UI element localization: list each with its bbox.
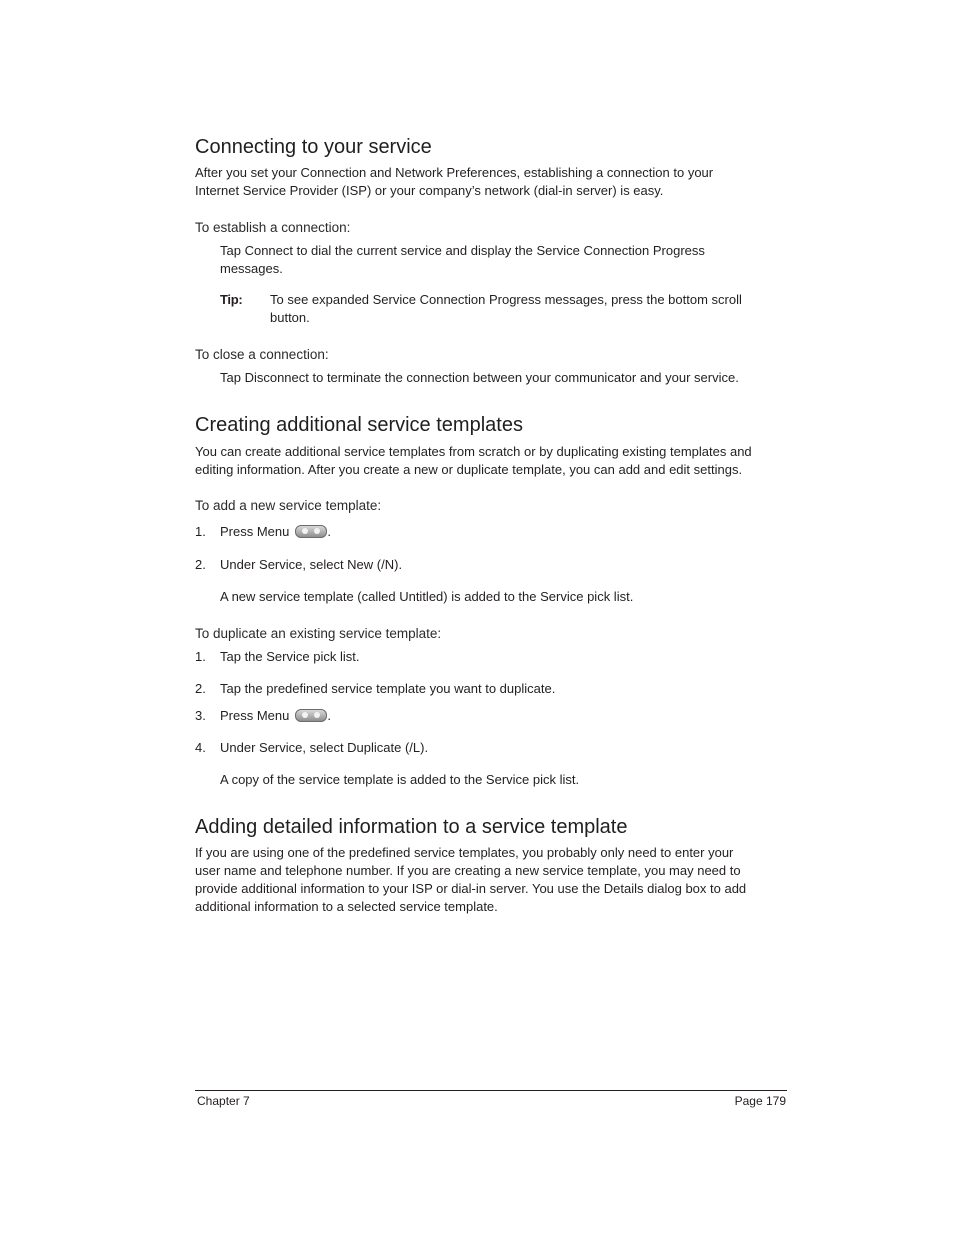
step-text: Under Service, select Duplicate (/L). — [220, 740, 429, 755]
step-number: 1. — [195, 524, 206, 539]
procedure-title-add: To add a new service template: — [195, 498, 382, 513]
section-heading-adding: Adding detailed information to a service template — [195, 816, 628, 838]
procedure-title-duplicate: To duplicate an existing service template: — [195, 626, 442, 641]
procedure-title-close: To close a connection: — [195, 347, 329, 362]
creating-intro-line-1: You can create additional service templates from scratch or by duplicating existing templates and — [195, 444, 752, 459]
step-suffix: . — [327, 524, 331, 539]
section-heading-creating: Creating additional service templates — [195, 414, 523, 436]
step-text: Tap the predefined service template you want to duplicate. — [220, 681, 556, 696]
add-result-text: A new service template (called Untitled) is added to the Service pick list. — [220, 589, 634, 604]
adding-intro-line-2: user name and telephone number. If you are creating a new service template, you may need to — [195, 863, 741, 878]
section-heading-connecting: Connecting to your service — [195, 136, 432, 158]
step-number: 3. — [195, 708, 206, 723]
adding-intro-line-1: If you are using one of the predefined service templates, you probably only need to enter your — [195, 845, 734, 860]
footer-page-number: Page 179 — [734, 1094, 786, 1108]
step-number: 2. — [195, 681, 206, 696]
step-number: 4. — [195, 740, 206, 755]
step-number: 1. — [195, 649, 206, 664]
footer-rule — [195, 1090, 787, 1091]
duplicate-result-text: A copy of the service template is added to the Service pick list. — [220, 772, 580, 787]
tip-text-line-1: To see expanded Service Connection Progress messages, press the bottom scroll — [270, 292, 742, 307]
menu-key-icon — [295, 525, 327, 538]
footer-chapter: Chapter 7 — [197, 1094, 250, 1108]
step-text: Under Service, select New (/N). — [220, 557, 403, 572]
tip-label: Tip: — [220, 292, 243, 307]
connecting-intro-line-2: Internet Service Provider (ISP) or your company’s network (dial-in server) is easy. — [195, 183, 664, 198]
step-label: Press Menu — [220, 708, 290, 723]
tip-text-line-2: button. — [270, 310, 310, 325]
step-text — [220, 523, 331, 541]
creating-intro-line-2: editing information. After you create a new or duplicate template, you can add and edit settings. — [195, 462, 743, 477]
adding-intro-line-3: provide additional information to your ISP or dial-in server. You use the Details dialog box to add — [195, 881, 747, 896]
establish-body-line-1: Tap Connect to dial the current service and display the Service Connection Progress — [220, 243, 705, 258]
adding-intro-line-4: additional information to a selected service template. — [195, 899, 498, 914]
step-text — [220, 707, 331, 725]
close-body-line-1: Tap Disconnect to terminate the connection between your communicator and your service. — [220, 370, 739, 385]
procedure-title-establish: To establish a connection: — [195, 220, 351, 235]
establish-body-line-2: messages. — [220, 261, 283, 276]
step-label: Press Menu — [220, 524, 290, 539]
step-text: Tap the Service pick list. — [220, 649, 360, 664]
menu-key-icon — [295, 709, 327, 722]
step-number: 2. — [195, 557, 206, 572]
connecting-intro-line-1: After you set your Connection and Network Preferences, establishing a connection to your — [195, 165, 714, 180]
step-suffix: . — [327, 708, 331, 723]
